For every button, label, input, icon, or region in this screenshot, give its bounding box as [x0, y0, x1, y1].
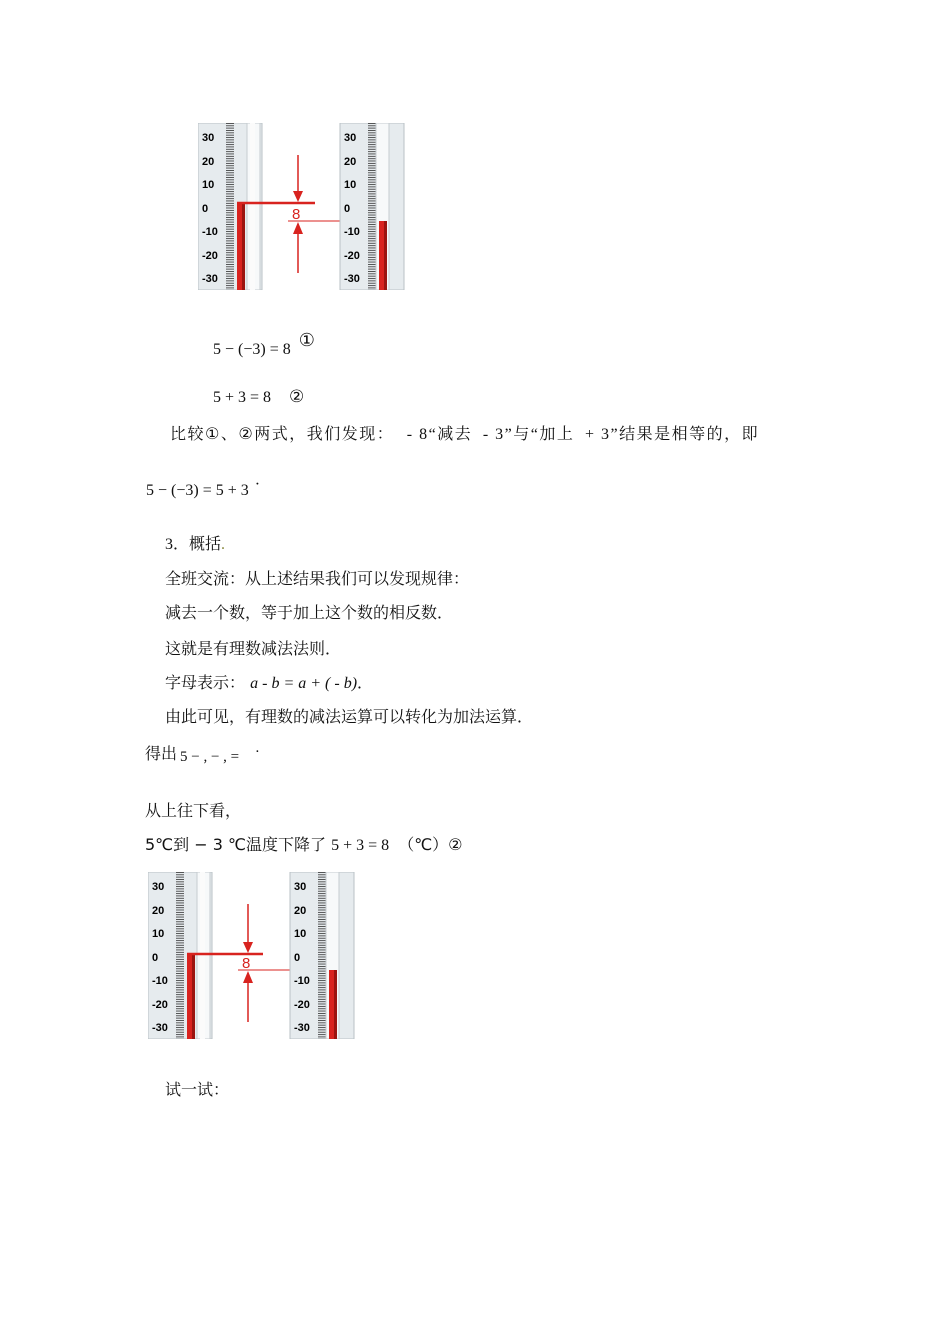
derive-expression-text: 5 − , − , =	[180, 749, 240, 765]
tick-label: -20	[294, 999, 310, 1011]
derive-label: 得出	[145, 744, 178, 763]
tick-label: -20	[344, 250, 360, 262]
section-title-dot: .	[221, 536, 226, 553]
circle-mark-2: ②	[289, 387, 305, 406]
tick-label: 30	[344, 132, 357, 144]
tick-label: 30	[152, 881, 165, 893]
temperature-equation: 5 + 3 = 8	[331, 837, 390, 854]
section-title-text: 3．概括	[165, 536, 222, 553]
tick-label: 30	[294, 881, 307, 893]
right-thermometer	[290, 872, 354, 1039]
tick-label: 30	[202, 132, 215, 144]
compare-quote-2: - 3”与“加上	[482, 426, 575, 443]
equation-3	[146, 476, 261, 500]
difference-label: 8	[292, 206, 301, 223]
compare-prefix: 比较①、②两式，我们发现：	[170, 424, 395, 443]
equation-3-text: 5 − (−3) = 5 + 3	[146, 482, 249, 499]
tick-label: 20	[344, 156, 357, 168]
tick-label: 0	[202, 203, 209, 215]
equation-1-text: 5 − (−3) = 8	[213, 341, 291, 358]
tick-label: 10	[152, 928, 165, 940]
compare-quote-1: - 8“减去	[406, 426, 473, 443]
temperature-unit: （℃）②	[398, 835, 463, 854]
letter-formula: a - b = a + ( - b)	[250, 675, 358, 692]
left-thermometer	[148, 872, 212, 1039]
try-it-line: 试一试：	[165, 1080, 230, 1099]
temperature-line	[145, 832, 463, 855]
tick-label: -20	[152, 999, 168, 1011]
tick-label: 10	[202, 179, 215, 191]
tick-label: -30	[294, 1022, 310, 1034]
conclusion-line: 由此可见，有理数的减法运算可以转化为加法运算．	[165, 707, 534, 726]
tick-label: -20	[202, 250, 218, 262]
equation-3-dot: ·	[254, 476, 261, 493]
tick-label: -10	[202, 226, 218, 238]
difference-label: 8	[242, 955, 251, 972]
tick-label: 0	[152, 952, 159, 964]
exchange-line: 全班交流：从上述结果我们可以发现规律：	[165, 569, 470, 588]
tick-label: 20	[294, 905, 307, 917]
equation-1	[213, 330, 315, 359]
tick-label: 10	[344, 179, 357, 191]
tick-label: 20	[152, 905, 165, 917]
letter-end: ．	[357, 673, 374, 692]
right-thermometer	[340, 123, 404, 290]
letter-formula-line	[165, 670, 373, 693]
left-thermometer	[198, 123, 262, 290]
circle-mark-1: ①	[298, 330, 315, 350]
tick-label: 0	[294, 952, 301, 964]
tick-label: -10	[344, 226, 360, 238]
compare-line	[170, 421, 759, 444]
temperature-text: 5℃到 − 3 ℃温度下降了	[145, 835, 326, 854]
tick-label: 0	[344, 203, 351, 215]
from-top-line: 从上往下看，	[145, 801, 242, 820]
tick-label: 10	[294, 928, 307, 940]
section-title	[165, 531, 225, 554]
tick-label: -30	[344, 273, 360, 285]
law-line: 这就是有理数减法法则．	[165, 639, 342, 658]
thermometer-figure-2	[148, 872, 356, 1039]
tick-label: -30	[202, 273, 218, 285]
compare-quote-3: + 3”结果是相等的，即	[584, 426, 760, 443]
rule-line: 减去一个数，等于加上这个数的相反数．	[165, 603, 454, 622]
thermometer-figure-1	[198, 123, 406, 290]
equation-2-text: 5 + 3 = 8	[213, 389, 272, 406]
derive-dot: ·	[254, 744, 260, 760]
derive-expression	[180, 744, 260, 766]
equation-2	[213, 387, 304, 407]
tick-label: -10	[294, 975, 310, 987]
tick-label: -30	[152, 1022, 168, 1034]
tick-label: -10	[152, 975, 168, 987]
tick-label: 20	[202, 156, 215, 168]
letter-label: 字母表示：	[165, 673, 246, 692]
